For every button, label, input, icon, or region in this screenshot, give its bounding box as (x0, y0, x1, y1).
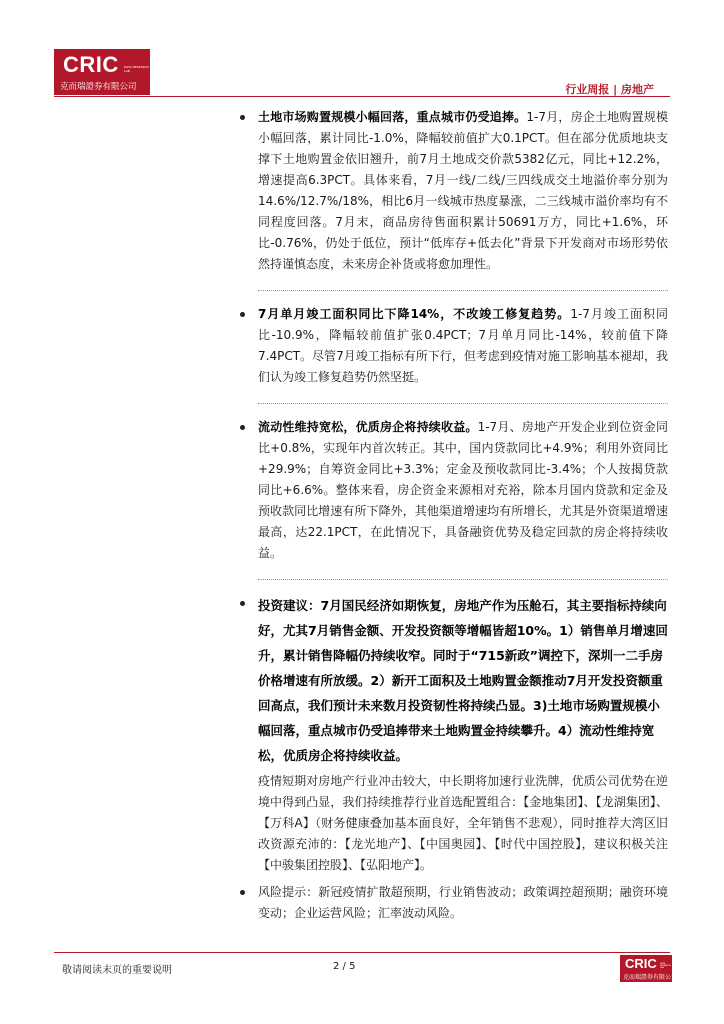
logo-company-name: 克而瑞證券有限公司 (60, 82, 137, 92)
bullet-dot (240, 601, 245, 606)
bullet-liquidity (258, 417, 668, 564)
investment-advice-body: 疫情短期对房地产行业冲击较大，中长期将加速行业洗牌，优质公司优势在逆境中得到凸显，我们持续推荐行业首选配置组合：【金地集团】、【龙湖集团】、【万科A】（财务健康叠加基本面良好，全年销售不悲观），同时推荐大湾区旧改资源充沛的：【龙光地产】、【中国奥园】、【时代中国控股】，建议积极关注【中骏集团控股】、【弘阳地产】。 (258, 774, 668, 872)
report-category: 行业周报 | 房地产 (565, 83, 654, 96)
paragraph-text: 1-7月、房地产开发企业到位资金同比+0.8%，实现年内首次转正。其中，国内贷款同比+4.9%；利用外资同比+29.9%；自筹资金同比+3.3%；定金及预收款同比-3.4%；个人按揭贷款同比+6.6%。整体来看，房企资金来源相对充裕，除本月国内贷款和定金及预收款同比增速有所下降外，其他渠道增速均有所增长，尤其是外资渠道增速最高，达22.1PCT，在此情况下，具备融资优势及稳定回款的房企将持续收益。 (258, 420, 668, 560)
bullet-dot (240, 312, 245, 317)
logo-tagline: DATA RESEARCH LAB (124, 65, 149, 73)
bullet-risk-warning (258, 882, 668, 924)
risk-warning-text: 风险提示：新冠疫情扩散超预期，行业销售波动；政策调控超预期；融资环境变动；企业运营风险；汇率波动风险。 (258, 885, 668, 920)
investment-advice-title: 投资建议：7月国民经济如期恢复，房地产作为压舱石，其主要指标持续向好，尤其7月销售金额、开发投资额等增幅皆超10%。1）销售单月增速回升，累计销售降幅仍持续收窄。同时于“715新政”调控下，深圳一二手房价格增速有所放缓。2）新开工面积及土地购置金额推动7月开发投资额重回高点，我们预计未来数月投资韧性将持续凸显。3)土地市场购置规模小幅回落，重点城市仍受追捧带来土地购置金持续攀升。4）流动性维持宽松，优质房企将持续收益。 (258, 598, 668, 763)
section-divider (258, 290, 668, 291)
paragraph-lead: 流动性维持宽松，优质房企将持续收益。 (258, 420, 478, 434)
page-number: 2 / 5 (333, 961, 356, 972)
bullet-dot (240, 425, 245, 430)
paragraph-text: 1-7月竣工面积同比-10.9%，降幅较前值扩张0.4PCT；7月单月同比-14%，较前值下降7.4PCT。尽管7月竣工指标有所下行，但考虑到疫情对施工影响基本褪却，我们认为竣工修复趋势仍然坚挺。 (258, 307, 668, 384)
bullet-completion (258, 304, 668, 388)
paragraph (258, 107, 668, 275)
disclaimer-note: 敬请阅读末页的重要说明 (62, 965, 172, 976)
section-divider (258, 403, 668, 404)
footer-divider (54, 952, 670, 953)
paragraph-lead: 土地市场购置规模小幅回落，重点城市仍受追捧。 (258, 110, 527, 124)
logo-company-name: 克而瑞證券有限公司 (623, 974, 678, 981)
logo-brand: CRIC (625, 956, 657, 971)
footer-logo (620, 955, 678, 982)
bullet-investment-advice (258, 593, 668, 876)
report-body (258, 107, 668, 924)
company-logo (54, 49, 150, 95)
paragraph (258, 417, 668, 564)
paragraph (258, 304, 668, 388)
logo-tagline: DATA RESEARCH LAB (660, 963, 671, 969)
paragraph-lead: 7月单月竣工面积同比下降14%，不改竣工修复趋势。 (258, 307, 571, 321)
paragraph-text: 1-7月，房企土地购置规模小幅回落，累计同比-1.0%，降幅较前值扩大0.1PCT。但在部分优质地块支撑下土地购置金依旧翘升，前7月土地成交价款5382亿元，同比+12.2%，增速提高6.3PCT。具体来看，7月一线/二线/三四线成交土地溢价率分别为14.6%/12.7%/18%，相比6月一线城市热度暴涨，二三线城市溢价率均有不同程度回落。7月末，商品房待售面积累计50691万方，同比+1.6%，环比-0.76%，仍处于低位，预计“低库存+低去化”背景下开发商对市场形势依然持谨慎态度，未来房企补货或将愈加理性。 (258, 110, 668, 271)
section-divider (258, 579, 668, 580)
bullet-dot (240, 115, 245, 120)
bullet-dot (240, 890, 245, 895)
logo-brand: CRIC (63, 52, 119, 77)
bullet-land-market (258, 107, 668, 275)
header-divider (54, 96, 670, 97)
